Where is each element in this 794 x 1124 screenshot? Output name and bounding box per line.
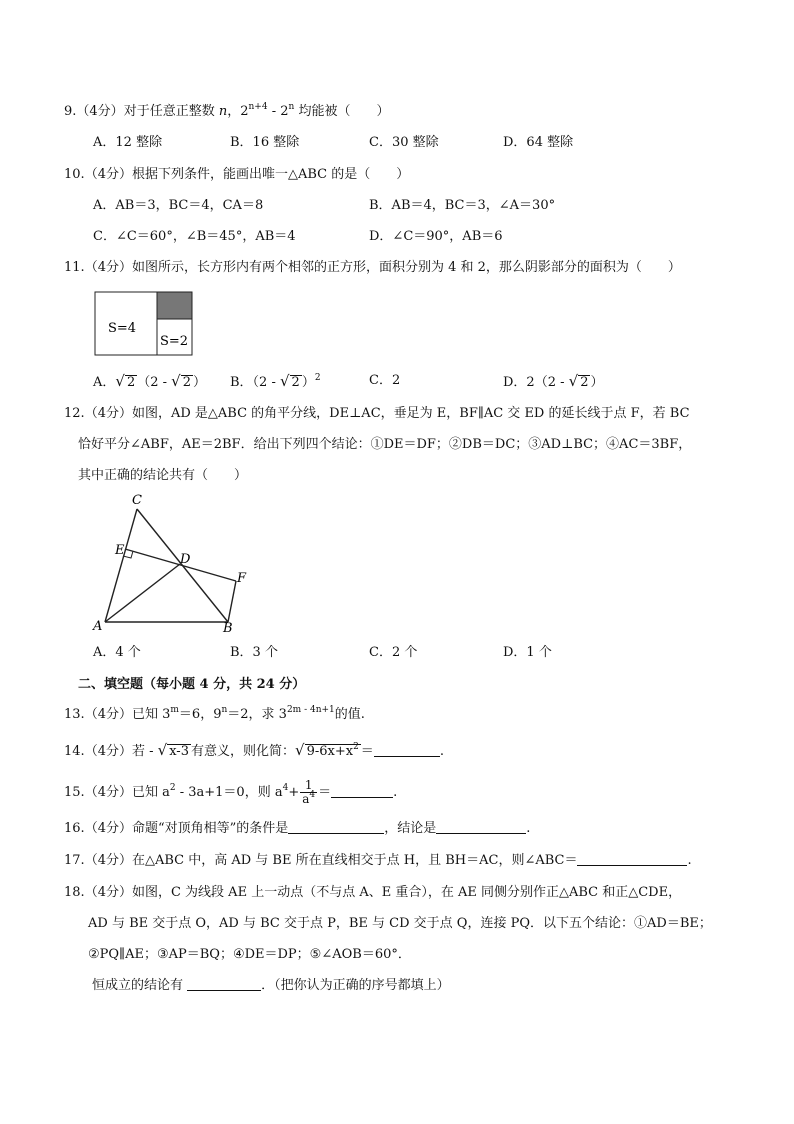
question-11: 11.（4分）如图所示，长方形内有两个相邻的正方形，面积分别为 4 和 2，那么阴影部分的面积为（ ）	[64, 260, 681, 275]
q9-option-d[interactable]: D．64 整除	[503, 135, 574, 150]
question-14: 14.（4分）若 - √ x-3 有意义，则化简：√ $9-6x+x^2$ ＝ .	[64, 741, 444, 759]
label-big-square: S=4	[108, 321, 137, 336]
q12-figure	[88, 490, 258, 635]
question-16: 16.（4分）命题“对顶角相等”的条件是 ，结论是 .	[64, 821, 531, 836]
q10-option-d[interactable]: D．∠C＝90°，AB＝6	[369, 229, 503, 244]
q11-option-b[interactable]: B．（2 - √ 2 ）$^2$	[230, 372, 321, 390]
point-label-f: F	[237, 571, 247, 586]
question-17: 17.（4分）在△ABC 中，高 AD 与 BE 所在直线相交于点 H，且 BH＝AC，则∠ABC＝ .	[64, 853, 692, 868]
answer-blank-15[interactable]	[331, 784, 393, 798]
q12-option-a[interactable]: A．4 个	[93, 645, 141, 660]
question-13: 13.（4分）已知 $3^m=6$，$9^n=2$，求 $3^{2m - 4n+1}$的值.	[64, 705, 365, 722]
side-AC	[105, 509, 137, 622]
q11-option-c[interactable]: C．2	[369, 373, 401, 388]
question-18-line-4: 恒成立的结论有 ．（把你认为正确的序号都填上）	[92, 978, 450, 993]
question-18-line-1: 18.（4分）如图，C 为线段 AE 上一动点（不与点 A、E 重合），在 AE 同侧分别作正△ABC 和正△CDE，	[64, 885, 682, 900]
shaded-region	[157, 292, 192, 319]
point-label-c: C	[132, 493, 142, 508]
question-9: 9.（4分）对于任意正整数 n，$2^{n+4} - 2^n$ 均能被（ ）	[64, 102, 390, 119]
answer-blank-16-conclusion[interactable]	[436, 820, 526, 834]
question-12-line-2: 恰好平分∠ABF，AE＝2BF．给出下列四个结论：①DE＝DF；②DB＝DC；③AD⊥BC；④AC＝3BF，	[78, 437, 692, 452]
question-15: 15.（4分）已知 $a^2 - 3a+1=0$，则 $a^4+$ $\frac{1}{a^4}$ ＝ .	[64, 778, 398, 806]
radicand-2: $9-6x+x^2$	[306, 742, 359, 759]
answer-blank-18[interactable]	[187, 977, 261, 991]
q11-option-d[interactable]: D．2（2 - √ 2 ）	[503, 372, 604, 390]
q10-option-b[interactable]: B．AB＝4，BC＝3，∠A＝30°	[369, 198, 556, 213]
label-small-square: S=2	[160, 334, 189, 349]
q9-option-a[interactable]: A．12 整除	[93, 135, 163, 150]
segment-BF	[228, 581, 236, 622]
section-title: 二、填空题（每小题 4 分，共 24 分）	[78, 677, 306, 692]
point-label-e: E	[115, 543, 125, 558]
q9-option-b[interactable]: B．16 整除	[230, 135, 300, 150]
q9-option-c[interactable]: C．30 整除	[369, 135, 439, 150]
q10-option-c[interactable]: C．∠C＝60°，∠B＝45°，AB＝4	[93, 229, 296, 244]
q10-option-a[interactable]: A．AB＝3，BC＝4，CA＝8	[93, 198, 264, 213]
q11-option-a[interactable]: A．√ 2 （2 - √ 2 ）	[93, 372, 207, 390]
point-label-a: A	[93, 619, 103, 634]
fraction: $\frac{1}{a^4}$	[302, 778, 316, 806]
answer-blank-17[interactable]	[577, 852, 687, 866]
question-12-line-3: 其中正确的结论共有（ ）	[78, 468, 248, 483]
segment-AD	[105, 564, 180, 622]
question-18-line-3: ②PQ∥AE；③AP＝BQ；④DE＝DP；⑤∠AOB＝60°．	[88, 947, 411, 962]
q12-option-d[interactable]: D．1 个	[503, 645, 552, 660]
q12-option-c[interactable]: C．2 个	[369, 645, 418, 660]
answer-blank-14[interactable]	[374, 743, 440, 757]
answer-blank-16-condition[interactable]	[288, 820, 384, 834]
radicand-1: x-3	[169, 744, 189, 759]
point-label-b: B	[223, 621, 233, 635]
point-label-d: D	[180, 552, 191, 567]
question-18-line-2: AD 与 BE 交于点 O，AD 与 BC 交于点 P，BE 与 CD 交于点 Q，连接 PQ．以下五个结论：①AD＝BE；	[88, 916, 712, 931]
question-12-line-1: 12.（4分）如图，AD 是△ABC 的角平分线，DE⊥AC，垂足为 E，BF∥AC 交 ED 的延长线于点 F，若 BC	[64, 406, 690, 421]
q12-option-b[interactable]: B．3 个	[230, 645, 278, 660]
q11-figure	[94, 291, 194, 357]
question-10: 10.（4分）根据下列条件，能画出唯一△ABC 的是（ ）	[64, 167, 410, 182]
